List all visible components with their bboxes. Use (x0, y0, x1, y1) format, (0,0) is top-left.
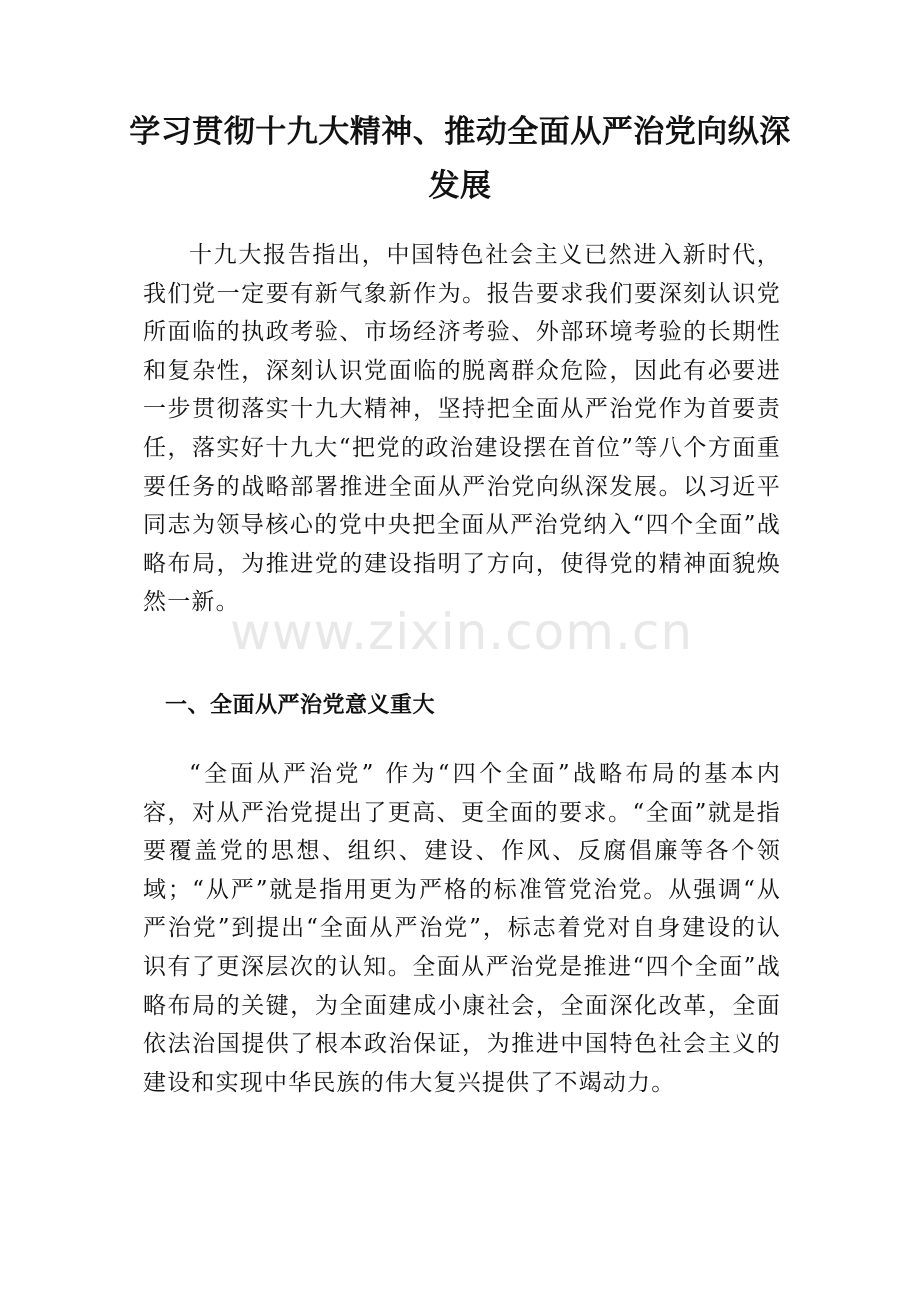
document-title: 学习贯彻十九大精神、推动全面从严治党向纵深发展 (129, 114, 791, 204)
body-paragraph: 十九大报告指出，中国特色社会主义已然进入新时代，我们党一定要有新气象新作为。报告要求我们要深刻认识党所面临的执政考验、市场经济考验、外部环境考验的长期性和复杂性，深刻认识党面临的脱离群众危险，因此有必要进一步贯彻落实十九大精神，坚持把全面从严治党作为首要责任，落实好十九大“把党的政治建设摆在首位”等八个方面重要任务的战略部署推进全面从严治党向纵深发展。以习近平同志为领导核心的党中央把全面从严治党纳入“四个全面”战略布局，为推进党的建设指明了方向，使得党的精神面貌焕然一新。 (143, 242, 781, 616)
section-heading: 一、全面从严治党意义重大 (165, 693, 436, 718)
body-paragraph: “全面从严治党” 作为“四个全面”战略布局的基本内容，对从严治党提出了更高、更全面的要求。“全面”就是指要覆盖党的思想、组织、建设、作风、反腐倡廉等各个领域；“从严”就是指用更为严格的标准管党治党。从强调“从严治党”到提出“全面从严治党”，标志着党对自身建设的认识有了更深层次的认知。全面从严治党是推进“四个全面”战略布局的关键，为全面建成小康社会，全面深化改革，全面依法治国提供了根本政治保证，为推进中国特色社会主义的建设和实现中华民族的伟大复兴提供了不竭动力。 (143, 761, 781, 1096)
watermark: www.zixin.com.cn (230, 603, 694, 661)
